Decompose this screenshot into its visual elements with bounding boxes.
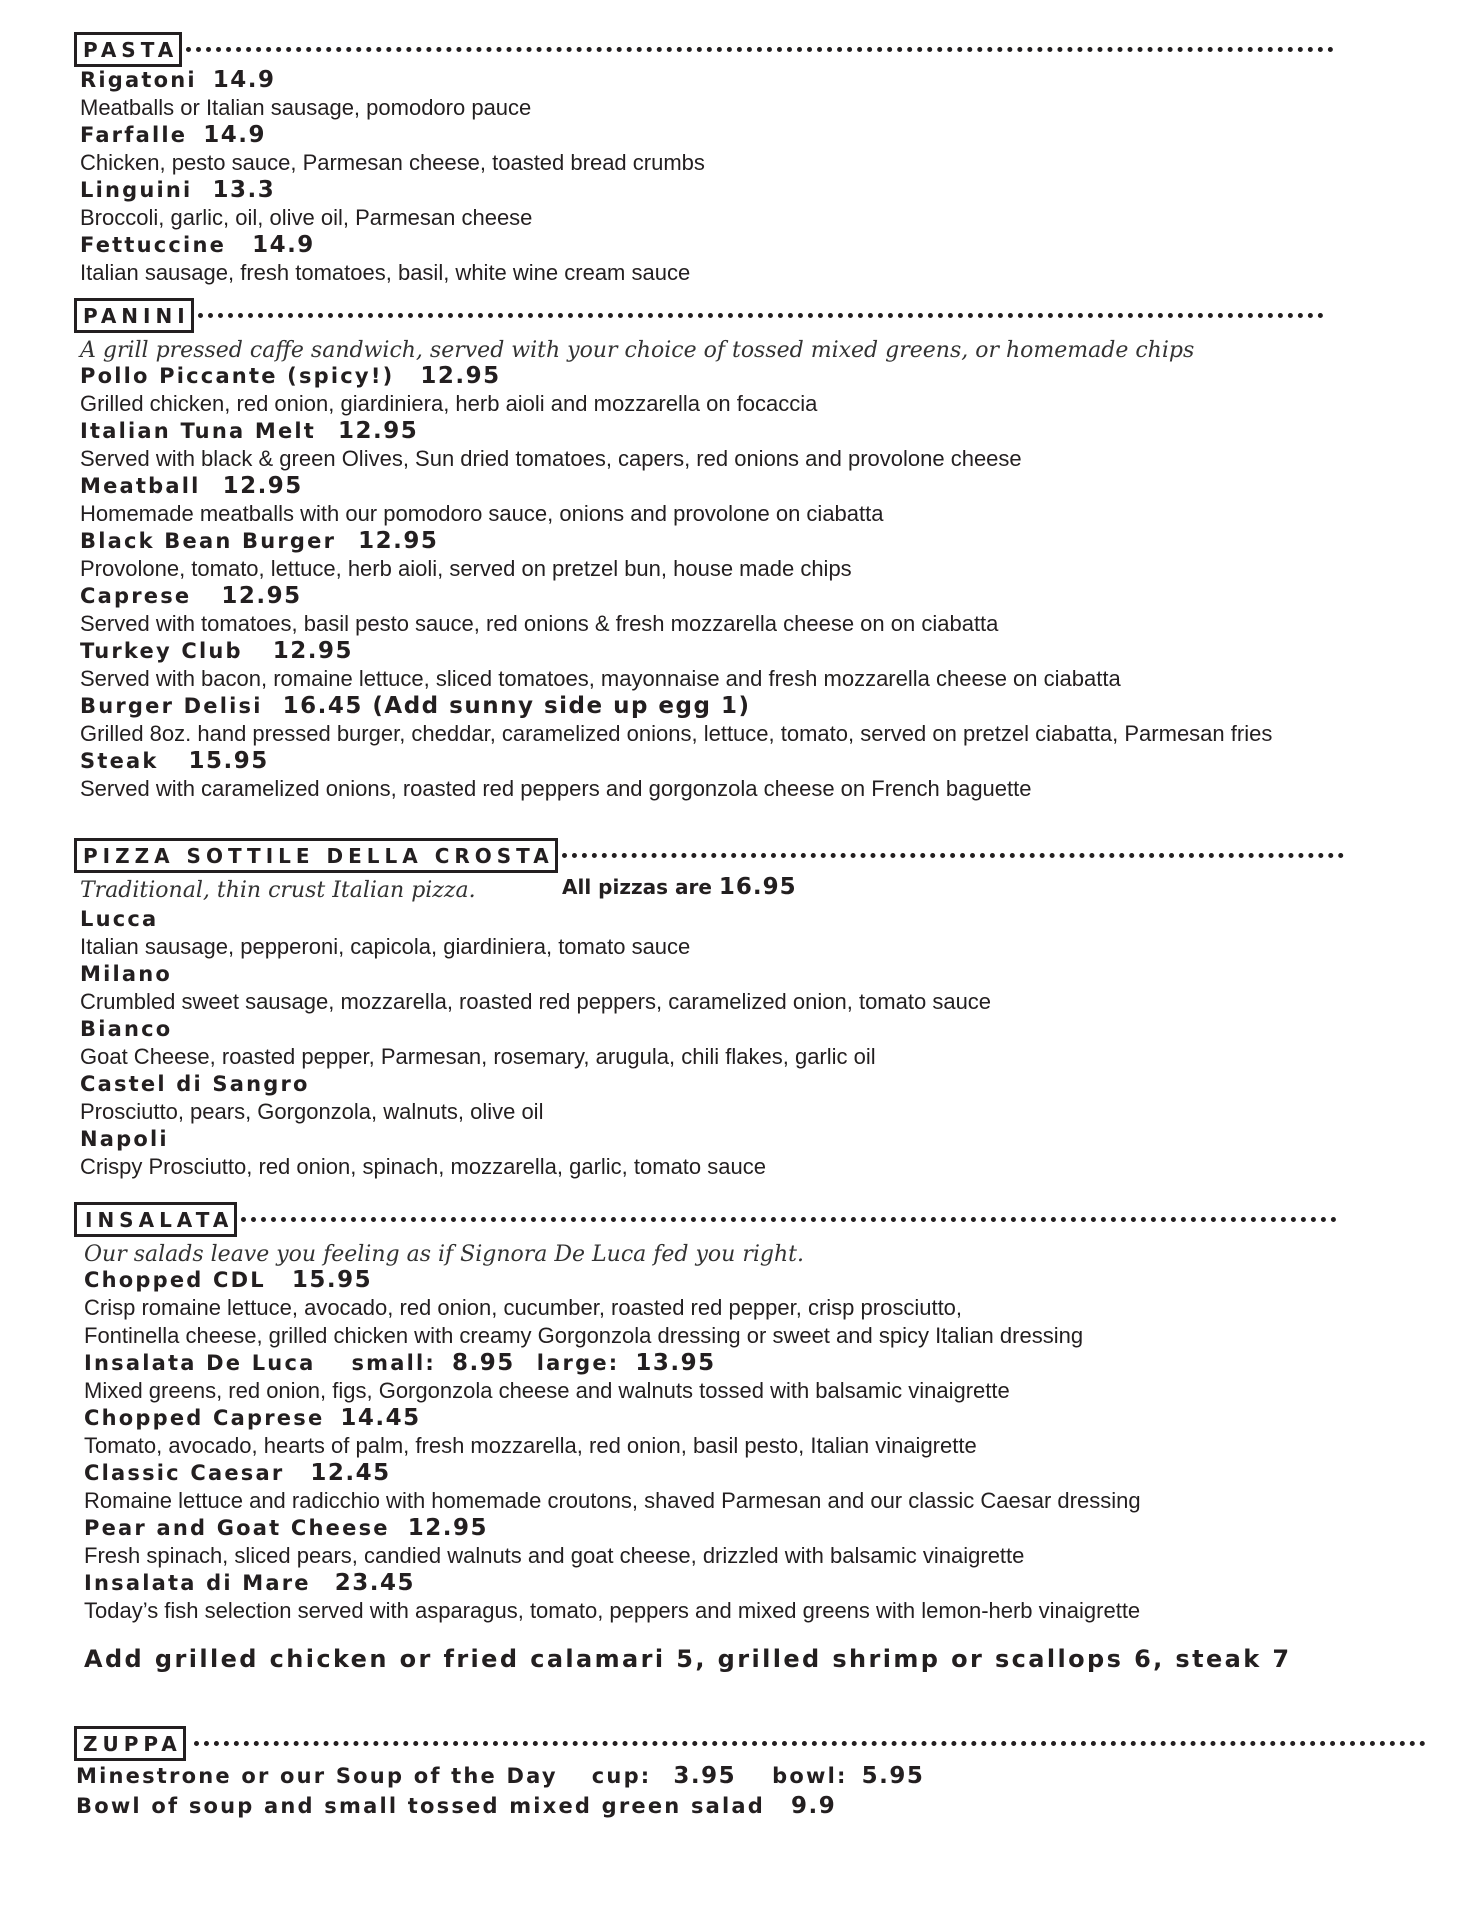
item-price: 14.9 bbox=[212, 67, 276, 93]
pizza-price-note bbox=[562, 874, 797, 900]
cup-price: 3.95 bbox=[673, 1763, 737, 1789]
item-description: Today’s fish selection served with asparagus, tomato, peppers and mixed greens with lemon-herb vinaigrette bbox=[84, 1598, 1141, 1623]
item-name: Chopped CDL bbox=[84, 1268, 266, 1292]
item-name: Insalata di Mare bbox=[84, 1571, 311, 1595]
item-price: 12.95 bbox=[338, 418, 419, 444]
item-description: Crumbled sweet sausage, mozzarella, roasted red peppers, caramelized onion, tomato sauce bbox=[80, 989, 992, 1014]
zuppa-heading-row bbox=[74, 1724, 1434, 1762]
item-name: Napoli bbox=[80, 1127, 169, 1151]
leader-dots bbox=[562, 853, 1344, 858]
item-name: Bianco bbox=[80, 1017, 173, 1041]
menu-item bbox=[80, 693, 1374, 748]
item-name: Steak bbox=[80, 749, 159, 773]
item-price: 12.95 bbox=[221, 583, 302, 609]
menu-item bbox=[80, 583, 1374, 638]
size-small-label: small: bbox=[351, 1351, 437, 1375]
zuppa-section bbox=[74, 1724, 1434, 1820]
item-price: 12.95 bbox=[358, 528, 439, 554]
insalata-intro: Our salads leave you feeling as if Signora De Luca fed you right. bbox=[84, 1242, 804, 1267]
item-price: 12.95 bbox=[222, 473, 303, 499]
item-description: Grilled chicken, red onion, giardiniera, herb aioli and mozzarella on focaccia bbox=[80, 391, 818, 416]
item-description-line2: Fontinella cheese, grilled chicken with creamy Gorgonzola dressing or sweet and spicy Italian dressing bbox=[84, 1323, 1084, 1348]
panini-intro: A grill pressed caffe sandwich, served with your choice of tossed mixed greens, or homemade chips bbox=[80, 338, 1195, 363]
item-description: Mixed greens, red onion, figs, Gorgonzola cheese and walnuts tossed with balsamic vinaigrette bbox=[84, 1378, 1010, 1403]
menu-item bbox=[80, 906, 1374, 961]
item-price: 16.45 (Add sunny side up egg 1) bbox=[282, 693, 751, 719]
soup-line bbox=[76, 1763, 1434, 1790]
bowl-label: bowl: bbox=[772, 1764, 848, 1788]
pasta-heading: PASTA bbox=[74, 32, 182, 67]
menu-item bbox=[84, 1460, 1394, 1515]
insalata-heading: INSALATA bbox=[74, 1202, 237, 1237]
leader-dots bbox=[198, 313, 1324, 318]
item-description: Tomato, avocado, hearts of palm, fresh mozzarella, red onion, basil pesto, Italian vinaigrette bbox=[84, 1433, 977, 1458]
menu-item bbox=[80, 1016, 1374, 1071]
menu-item bbox=[80, 528, 1374, 583]
pizza-price-label: All pizzas are bbox=[562, 875, 712, 899]
item-name: Black Bean Burger bbox=[80, 529, 337, 553]
menu-item bbox=[80, 961, 1374, 1016]
menu-item bbox=[80, 473, 1374, 528]
item-description: Grilled 8oz. hand pressed burger, cheddar, caramelized onions, lettuce, tomato, served on pretzel ciabatta, Parmesan fries bbox=[80, 721, 1273, 746]
menu-item bbox=[80, 363, 1374, 418]
item-name: Caprese bbox=[80, 584, 192, 608]
item-description: Served with tomatoes, basil pesto sauce, red onions & fresh mozzarella cheese on on ciabatta bbox=[80, 611, 999, 636]
leader-dots bbox=[241, 1217, 1337, 1222]
menu-item bbox=[84, 1405, 1394, 1460]
item-name: Burger Delisi bbox=[80, 694, 263, 718]
item-description: Served with caramelized onions, roasted red peppers and gorgonzola cheese on French baguette bbox=[80, 776, 1032, 801]
menu-item bbox=[80, 177, 1374, 232]
item-name: Pollo Piccante (spicy!) bbox=[80, 364, 395, 388]
leader-dots bbox=[186, 47, 1334, 52]
menu-item bbox=[80, 67, 1374, 122]
size-large-label: large: bbox=[536, 1351, 620, 1375]
soup-salad-price: 9.9 bbox=[791, 1793, 837, 1819]
item-name: Meatball bbox=[80, 474, 201, 498]
bowl-price: 5.95 bbox=[861, 1763, 925, 1789]
item-name: Lucca bbox=[80, 907, 159, 931]
item-name: Fettuccine bbox=[80, 233, 227, 257]
item-price: 12.95 bbox=[272, 638, 354, 664]
item-name: Chopped Caprese bbox=[84, 1406, 325, 1430]
soup-salad-line bbox=[76, 1793, 1434, 1820]
item-price: 13.3 bbox=[212, 177, 276, 203]
item-price: 15.95 bbox=[188, 748, 269, 774]
pizza-heading-row bbox=[74, 836, 1374, 874]
leader-dots bbox=[194, 1741, 1426, 1746]
panini-section bbox=[74, 296, 1374, 803]
zuppa-heading: ZUPPA bbox=[74, 1726, 186, 1761]
menu-item bbox=[84, 1570, 1394, 1625]
insalata-section bbox=[74, 1200, 1394, 1673]
item-name: Linguini bbox=[80, 178, 193, 202]
item-name: Turkey Club bbox=[80, 639, 243, 663]
item-price: 14.9 bbox=[203, 122, 266, 148]
item-description: Served with black & green Olives, Sun dried tomatoes, capers, red onions and provolone cheese bbox=[80, 446, 1022, 471]
item-description: Homemade meatballs with our pomodoro sauce, onions and provolone on ciabatta bbox=[80, 501, 884, 526]
item-price: 12.95 bbox=[420, 363, 501, 389]
item-name: Castel di Sangro bbox=[80, 1072, 310, 1096]
pizza-section bbox=[74, 836, 1374, 1181]
insalata-heading-row bbox=[74, 1200, 1394, 1238]
item-description: Provolone, tomato, lettuce, herb aioli, served on pretzel bun, house made chips bbox=[80, 556, 852, 581]
add-protein-note: Add grilled chicken or fried calamari 5, grilled shrimp or scallops 6, steak 7 bbox=[84, 1645, 1292, 1673]
item-description: Broccoli, garlic, oil, olive oil, Parmesan cheese bbox=[80, 205, 533, 230]
panini-heading-row bbox=[74, 296, 1374, 334]
item-price: 14.9 bbox=[252, 232, 315, 258]
item-name: Insalata De Luca bbox=[84, 1351, 316, 1375]
pizza-price: 16.95 bbox=[718, 874, 797, 900]
item-price: 15.95 bbox=[291, 1267, 373, 1293]
menu-item bbox=[80, 418, 1374, 473]
menu-item bbox=[80, 122, 1374, 177]
pasta-section bbox=[74, 30, 1374, 287]
large-price: 13.95 bbox=[635, 1350, 716, 1376]
item-name: Pear and Goat Cheese bbox=[84, 1516, 390, 1540]
menu-item bbox=[80, 638, 1374, 693]
pasta-heading-row bbox=[74, 30, 1374, 68]
item-name: Milano bbox=[80, 962, 173, 986]
item-name: Farfalle bbox=[80, 123, 188, 147]
item-description: Prosciutto, pears, Gorgonzola, walnuts, olive oil bbox=[80, 1099, 544, 1124]
item-description: Fresh spinach, sliced pears, candied walnuts and goat cheese, drizzled with balsamic vinaigrette bbox=[84, 1543, 1025, 1568]
soup-name: Minestrone or our Soup of the Day bbox=[76, 1764, 558, 1788]
menu-item bbox=[80, 232, 1374, 287]
item-price: 23.45 bbox=[334, 1570, 415, 1596]
item-description: Served with bacon, romaine lettuce, sliced tomatoes, mayonnaise and fresh mozzarella cheese on ciabatta bbox=[80, 666, 1121, 691]
menu-item bbox=[84, 1267, 1394, 1350]
item-description: Meatballs or Italian sausage, pomodoro pauce bbox=[80, 95, 532, 120]
menu-item bbox=[84, 1515, 1394, 1570]
small-price: 8.95 bbox=[452, 1350, 515, 1376]
item-name: Italian Tuna Melt bbox=[80, 419, 317, 443]
menu-item bbox=[84, 1350, 1394, 1405]
pizza-intro: Traditional, thin crust Italian pizza. bbox=[80, 878, 476, 903]
menu-item bbox=[80, 748, 1374, 803]
pizza-heading: PIZZA SOTTILE DELLA CROSTA bbox=[74, 838, 558, 873]
item-description: Crispy Prosciutto, red onion, spinach, mozzarella, garlic, tomato sauce bbox=[80, 1154, 766, 1179]
item-price: 12.45 bbox=[310, 1460, 391, 1486]
menu-item bbox=[80, 1126, 1374, 1181]
menu-item bbox=[80, 1071, 1374, 1126]
item-description: Romaine lettuce and radicchio with homemade croutons, shaved Parmesan and our classic Caesar dressing bbox=[84, 1488, 1141, 1513]
item-name: Rigatoni bbox=[80, 68, 197, 92]
item-description: Italian sausage, fresh tomatoes, basil, white wine cream sauce bbox=[80, 260, 691, 285]
item-description: Crisp romaine lettuce, avocado, red onion, cucumber, roasted red pepper, crisp prosciutto, bbox=[84, 1295, 963, 1320]
item-description: Italian sausage, pepperoni, capicola, giardiniera, tomato sauce bbox=[80, 934, 691, 959]
item-price: 12.95 bbox=[407, 1515, 488, 1541]
item-name: Classic Caesar bbox=[84, 1461, 285, 1485]
panini-heading: PANINI bbox=[74, 298, 194, 333]
item-description: Goat Cheese, roasted pepper, Parmesan, rosemary, arugula, chili flakes, garlic oil bbox=[80, 1044, 876, 1069]
soup-salad-name: Bowl of soup and small tossed mixed green salad bbox=[76, 1794, 766, 1818]
item-price: 14.45 bbox=[340, 1405, 421, 1431]
item-description: Chicken, pesto sauce, Parmesan cheese, toasted bread crumbs bbox=[80, 150, 705, 175]
cup-label: cup: bbox=[591, 1764, 652, 1788]
